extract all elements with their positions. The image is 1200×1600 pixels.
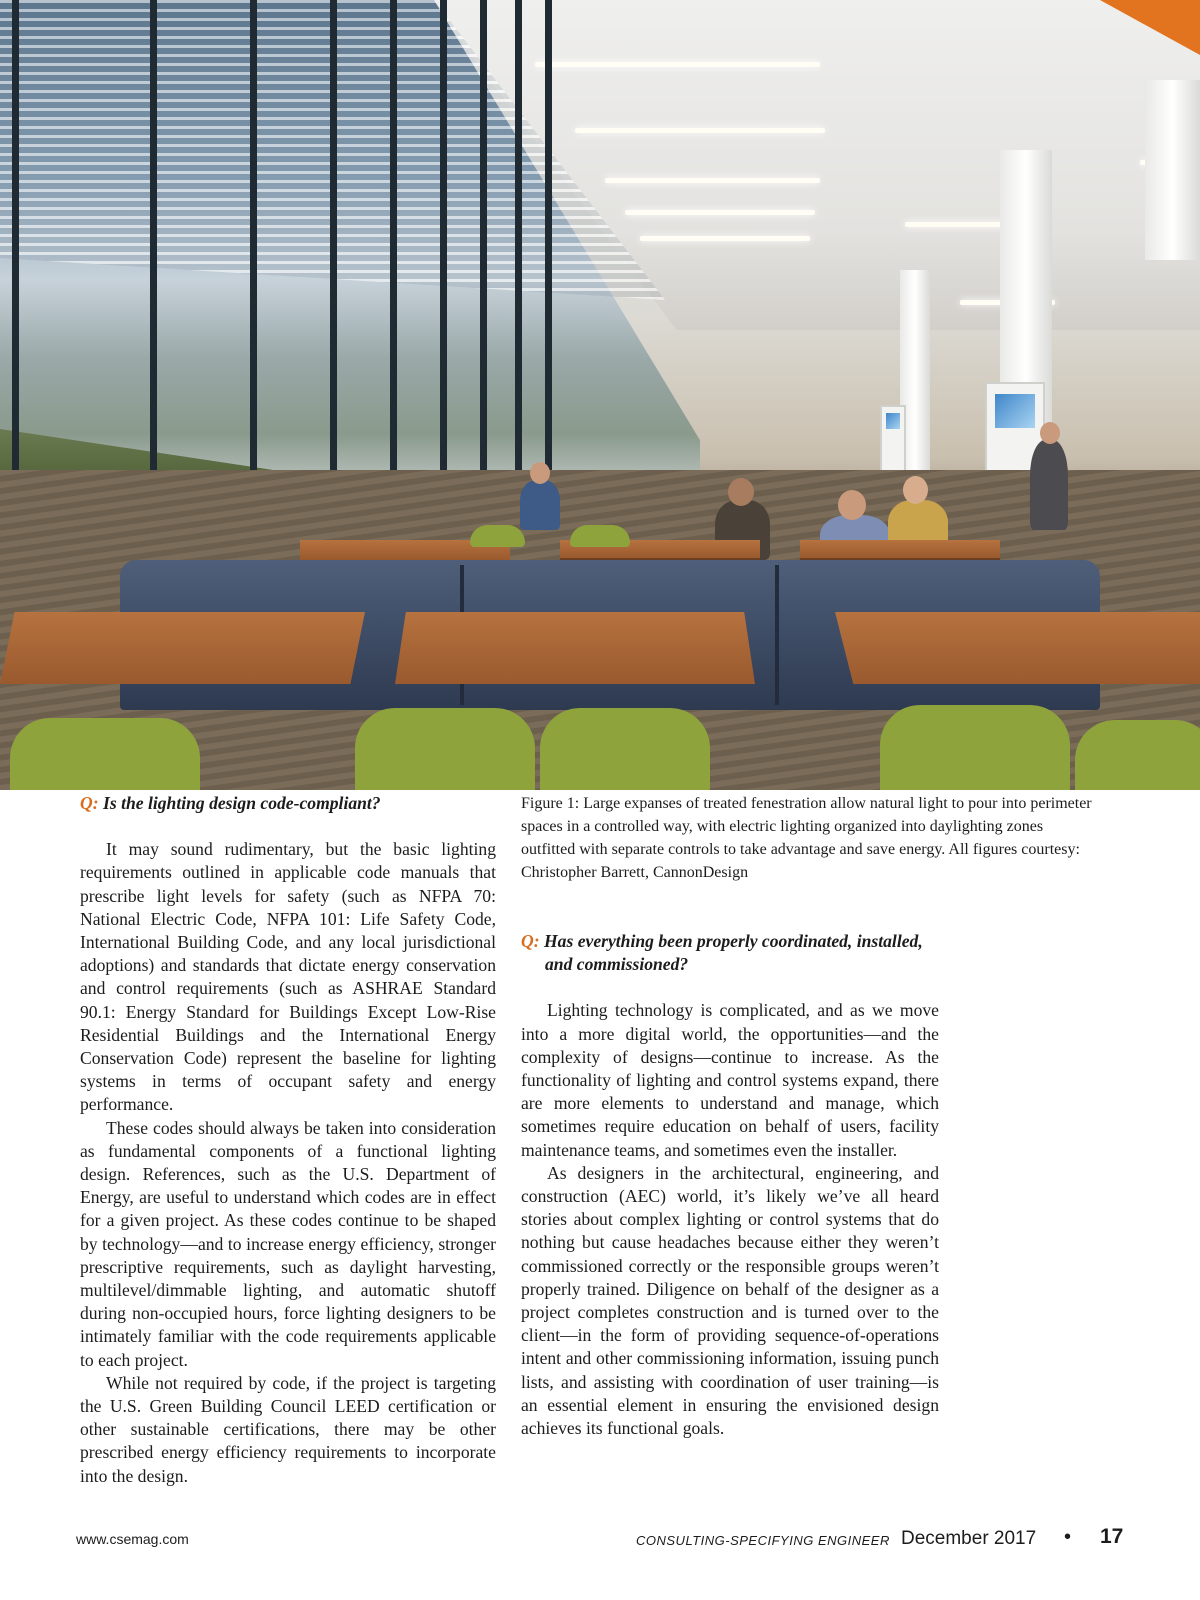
walking-person (1030, 440, 1068, 530)
footer-magazine-name: CONSULTING-SPECIFYING ENGINEER (636, 1533, 890, 1548)
question-mark: Q: (521, 931, 540, 951)
body-paragraph: While not required by code, if the project is targeting the U.S. Green Building Council LEED certification or other sustainable certifications, there may be other prescribed energy efficiency requirements to incorporate into the design. (80, 1372, 496, 1486)
seated-person (520, 480, 560, 530)
ceiling-light (605, 178, 820, 183)
window-mullion (390, 0, 397, 530)
window-mullion (515, 0, 522, 490)
window-mullion (330, 0, 337, 540)
green-chair (1075, 720, 1200, 790)
digital-kiosk (880, 405, 906, 475)
green-chair (540, 708, 710, 790)
window-mullion (440, 0, 447, 520)
ceiling-light (625, 210, 815, 215)
footer-separator: • (1064, 1526, 1072, 1548)
person-head (838, 490, 866, 520)
person-head (530, 462, 550, 484)
cafe-table (835, 612, 1200, 684)
question-mark: Q: (80, 793, 99, 813)
person-head (728, 478, 754, 506)
cafe-table (0, 612, 365, 684)
window-mullion (480, 0, 487, 510)
atrium-column (1145, 80, 1200, 260)
page-number: 17 (1100, 1525, 1124, 1548)
cafe-table (800, 540, 1000, 558)
body-paragraph: It may sound rudimentary, but the basic lighting requirements outlined in applicable code manuals that prescribe light levels for safety (such as NFPA 70: National Electric Code, NFPA 101: Life Safety Code, International Building Code, and any local jurisdictional adoptions) and standards that dictate energy conservation and control requirements (such as ASHRAE Standard 90.1: Energy Standard for Buildings Except Low-Rise Residential Buildings and the International Energy Conservation Code) represent the baseline for lighting systems in terms of occupant safety and energy performance. (80, 839, 496, 1115)
question-text: Is the lighting design code-compliant? (102, 793, 381, 813)
question-text: Has everything been properly coordinated, installed, and commissioned? (543, 931, 923, 975)
question-heading (521, 930, 939, 976)
person-head (903, 476, 928, 504)
ceiling-light (535, 62, 820, 67)
kiosk-screen (886, 413, 900, 429)
banquette-seam (775, 565, 779, 705)
green-chair (570, 525, 630, 547)
body-paragraph: Lighting technology is complicated, and as we move into a more digital world, the opportunities—and the complexity of designs—continue to increase. As the functionality of lighting and control systems expand, there are more elements to understand and manage, which sometimes require education on behalf of users, facility maintenance teams, and sometimes even the installer. (521, 1000, 939, 1160)
footer-issue-date: December 2017 (901, 1528, 1037, 1549)
ceiling-light (640, 236, 810, 241)
cafe-table (395, 612, 755, 684)
person-head (1040, 422, 1060, 444)
kiosk-screen (995, 394, 1035, 428)
window-mullion (545, 0, 552, 470)
figure-caption: Figure 1: Large expanses of treated fenestration allow natural light to pour into perimeter spaces in a controlled way, with electric lighting organized into daylighting zones outfitted with separate controls to take advantage and save energy. All figures courtesy: Christopher Barrett, CannonDesign (521, 795, 1092, 881)
right-column (521, 792, 1092, 1440)
green-chair (10, 718, 200, 790)
green-chair (355, 708, 535, 790)
body-paragraph: These codes should always be taken into consideration as fundamental components of a functional lighting design. References, such as the U.S. Department of Energy, are useful to understand which codes are in effect for a given project. As these codes continue to be shaped by technology—and to increase energy efficiency, stronger prescriptive requirements, such as daylight harvesting, multilevel/dimmable lighting, and automatic shutoff during non-occupied hours, force lighting designers to be intimately familiar with the code requirements applicable to each project. (80, 1117, 496, 1370)
hero-photo (0, 0, 1200, 790)
green-chair (880, 705, 1070, 790)
footer-website-link[interactable]: www.csemag.com (76, 1531, 189, 1547)
left-column (80, 792, 496, 1488)
ceiling-light (575, 128, 825, 133)
green-chair (470, 525, 525, 547)
body-paragraph: As designers in the architectural, engineering, and construction (AEC) world, it’s likely we’ve all heard stories about complex lighting or control systems that do nothing but cause headaches because either they weren’t commissioned correctly or the responsible groups weren’t properly trained. Diligence on behalf of the designer as a project completes construction and is turned over to the client—in the form of providing sequence-of-operations intent and other commissioning information, issuing punch lists, and assisting with coordination of user training—is an essential element in ensuring the envisioned design achieves its functional goals. (521, 1162, 939, 1439)
question-heading (80, 792, 496, 815)
